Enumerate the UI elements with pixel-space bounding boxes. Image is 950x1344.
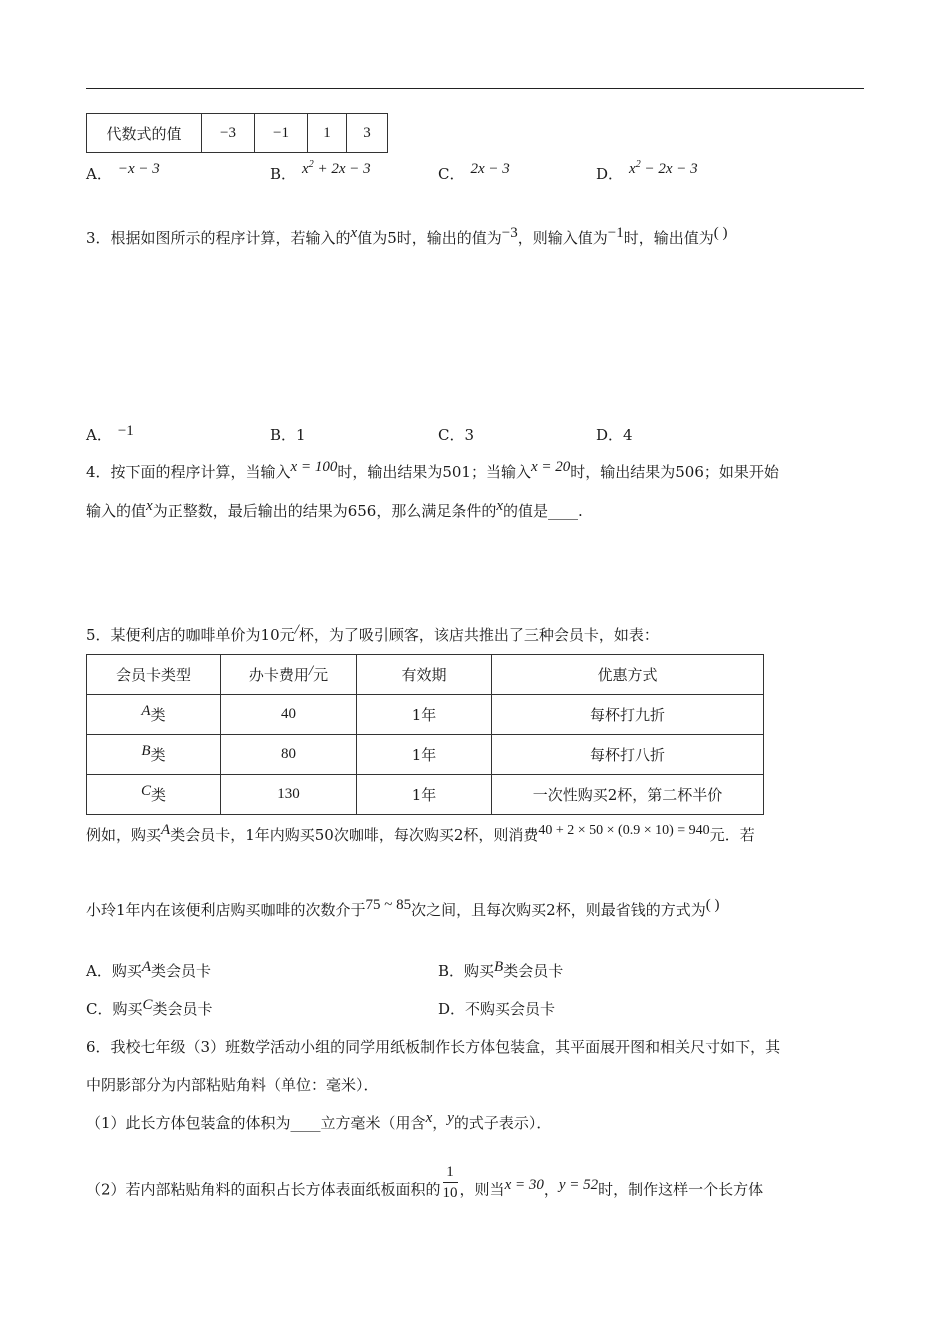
option-expression: 2x − 3 — [470, 161, 510, 177]
q3-stem: 3．根据如图所示的程序计算，若输入的x值为5时，输出的值为−3，则输入值为−1时，输出值为( ) — [86, 225, 728, 247]
table-cell: 130 — [221, 775, 357, 815]
table-row — [87, 655, 764, 695]
q5-example-line: 例如，购买A类会员卡，1年内购买50次咖啡，每次购买2杯，则消费40 + 2 × 50 × (0.9 × 10) = 940元．若 — [86, 822, 755, 844]
q2-option-c: C． 2x − 3 — [438, 161, 510, 183]
table-cell: 1 — [308, 114, 347, 153]
table-cell: A类 — [87, 695, 221, 735]
table-cell: 40 — [221, 695, 357, 735]
table-cell: 每杯打八折 — [492, 735, 764, 775]
table-header-cell: 办卡费用/元 — [221, 655, 357, 695]
q5-option-b: B．购买B类会员卡 — [438, 959, 564, 980]
q4-line-1: 4．按下面的程序计算，当输入x = 100时，输出结果为501；当输入x = 20时，输出结果为506；如果开始 — [86, 459, 779, 481]
answer-blank: ____ — [548, 502, 579, 520]
answer-blank: ____ — [290, 1114, 321, 1132]
fraction: $\frac{1}{10}$ — [442, 1164, 458, 1201]
q3-option-a: A． −1 — [86, 423, 134, 444]
q4-line-2: 输入的值x为正整数，最后输出的结果为656，那么满足条件的x的值是____. — [86, 498, 583, 520]
table-cell: −3 — [202, 114, 255, 153]
table-cell: 每杯打九折 — [492, 695, 764, 735]
table-row — [87, 775, 764, 815]
q2-option-a: A． −x − 3 — [86, 161, 160, 183]
table-header-cell: 优惠方式 — [492, 655, 764, 695]
q6-line-2: 中阴影部分为内部粘贴角料（单位：毫米）． — [86, 1076, 379, 1094]
q3-option-b: B．1 — [270, 426, 306, 444]
q5-membership-table — [86, 654, 764, 815]
option-expression: −x − 3 — [117, 161, 160, 177]
option-expression: $x^2 + 2x - 3$ — [302, 159, 371, 177]
q5-option-a: A．购买A类会员卡 — [86, 959, 212, 980]
table-header-cell: 有效期 — [357, 655, 492, 695]
table-cell: 1年 — [357, 735, 492, 775]
q2-option-d: D． $x^2 - 2x - 3$ — [596, 159, 698, 183]
table-row — [87, 735, 764, 775]
q5-option-d: D．不购买会员卡 — [438, 1000, 556, 1018]
q5-intro: 5．某便利店的咖啡单价为10元/杯，为了吸引顾客，该店共推出了三种会员卡，如表： — [86, 622, 659, 644]
q5-question-line: 小玲1年内在该便利店购买咖啡的次数介于75 ~ 85次之间，且每次购买2杯，则最省钱的方式为( ) — [86, 897, 720, 919]
table-cell: C类 — [87, 775, 221, 815]
option-expression: $x^2 - 2x - 3$ — [629, 159, 698, 177]
q3-option-c: C．3 — [438, 426, 475, 444]
table-cell: 80 — [221, 735, 357, 775]
q6-part-2: （2）若内部粘贴角料的面积占长方体表面纸板面积的 $\frac{1}{10}$ ，则当x = 30，y = 52时，制作这样一个长方体 — [86, 1164, 764, 1201]
table-row — [87, 114, 388, 153]
table-cell: 1年 — [357, 695, 492, 735]
table-cell: −1 — [255, 114, 308, 153]
q6-part-1: （1）此长方体包装盒的体积为____立方毫米（用含x，y的式子表示）． — [86, 1110, 552, 1132]
header-rule — [86, 88, 864, 89]
table-header-cell: 会员卡类型 — [87, 655, 221, 695]
table-cell: 3 — [347, 114, 388, 153]
q2-option-b: B． $x^2 + 2x - 3$ — [270, 159, 371, 183]
table-cell: 1年 — [357, 775, 492, 815]
q3-option-d: D．4 — [596, 426, 633, 444]
table-row — [87, 695, 764, 735]
table-header-cell: 代数式的值 — [87, 114, 202, 153]
table-cell: 一次性购买2杯，第二杯半价 — [492, 775, 764, 815]
q2-value-table — [86, 113, 388, 153]
formula: 40 + 2 × 50 × (0.9 × 10) = 940 — [538, 823, 710, 838]
q5-option-c: C．购买C类会员卡 — [86, 997, 213, 1018]
table-cell: B类 — [87, 735, 221, 775]
q6-line-1: 6．我校七年级（3）班数学活动小组的同学用纸板制作长方体包装盒，其平面展开图和相关尺寸如下，其 — [86, 1038, 781, 1056]
